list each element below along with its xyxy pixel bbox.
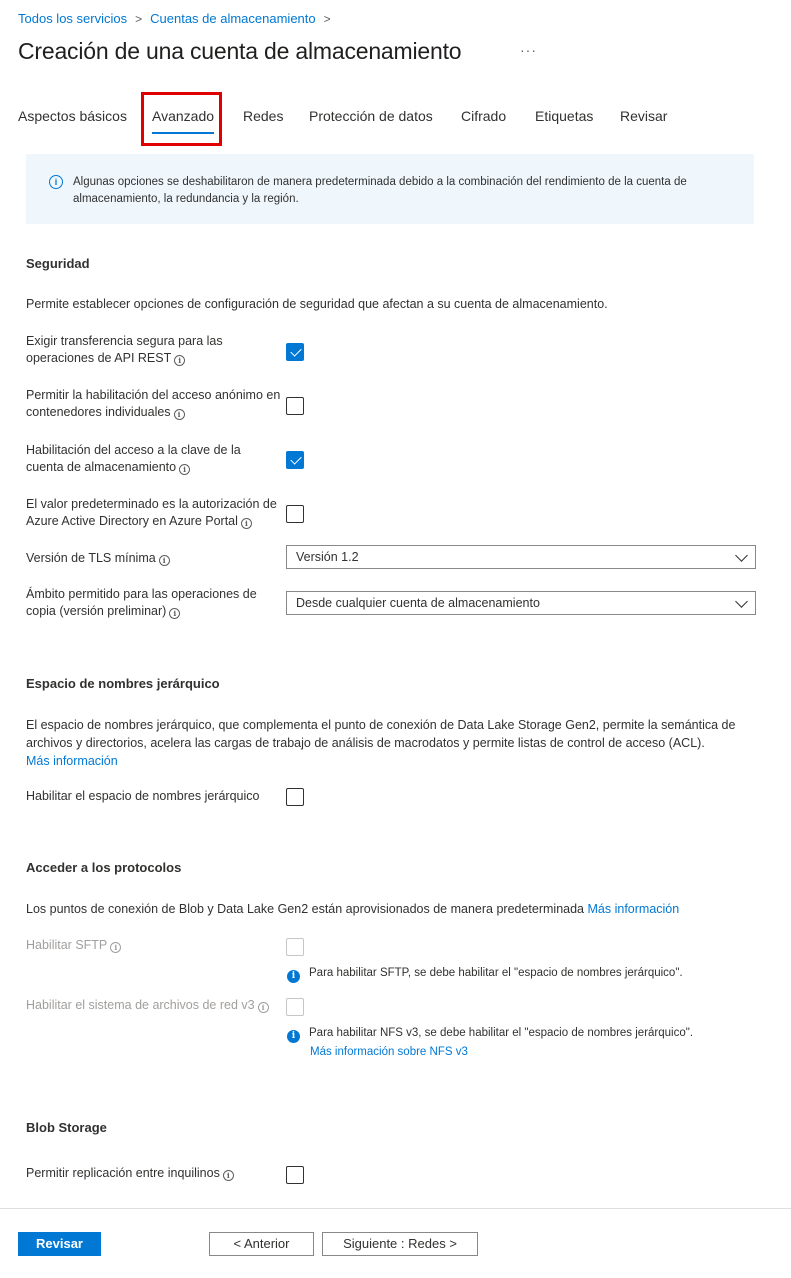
nfs-note: i Para habilitar NFS v3, se debe habilitar el "espacio de nombres jerárquico". Más información sobre NFS v3 xyxy=(287,1024,693,1061)
security-section-title: Seguridad xyxy=(26,256,90,271)
hns-description: El espacio de nombres jerárquico, que complementa el punto de conexión de Data Lake Storage Gen2, permite la semántica de archivos y directorios, acelera las cargas de trabajo de análisis de macrodatos y permite listas de control de acceso (ACL). Más información xyxy=(26,718,736,768)
secure-transfer-checkbox[interactable] xyxy=(286,343,304,361)
tab-networking[interactable]: Redes xyxy=(243,108,284,124)
info-banner-text: Algunas opciones se deshabilitaron de manera predeterminada debido a la combinación del rendimiento de la cuenta de almacenamiento, la redundancia y la región. xyxy=(73,176,687,205)
chevron-down-icon xyxy=(735,595,748,608)
tab-advanced[interactable]: Avanzado xyxy=(152,108,215,124)
next-button[interactable]: Siguiente : Redes > xyxy=(322,1232,478,1256)
previous-button[interactable]: < Anterior xyxy=(209,1232,314,1256)
info-icon[interactable]: i xyxy=(174,409,185,420)
review-button[interactable]: Revisar xyxy=(18,1232,101,1256)
copy-scope-label: Ámbito permitido para las operaciones de copia (versión preliminar) i xyxy=(26,587,257,618)
info-icon[interactable]: i xyxy=(179,464,190,475)
breadcrumb xyxy=(18,11,339,26)
tab-tags[interactable]: Etiquetas xyxy=(535,108,594,124)
tab-data-protection[interactable]: Protección de datos xyxy=(309,108,433,124)
tls-version-value: Versión 1.2 xyxy=(296,550,359,564)
chevron-down-icon xyxy=(735,549,748,562)
footer-divider xyxy=(0,1208,791,1209)
aad-default-checkbox[interactable] xyxy=(286,505,304,523)
sftp-label: Habilitar SFTP i xyxy=(26,937,281,954)
hns-more-info-link[interactable]: Más información xyxy=(26,754,118,768)
tab-review[interactable]: Revisar xyxy=(620,108,668,124)
info-icon[interactable]: i xyxy=(159,555,170,566)
sftp-checkbox[interactable] xyxy=(286,938,304,956)
copy-scope-dropdown[interactable] xyxy=(286,591,756,615)
protocols-description: Los puntos de conexión de Blob y Data Lake Gen2 están aprovisionados de manera predeterminada Más información xyxy=(26,902,680,916)
security-description: Permite establecer opciones de configuración de seguridad que afectan a su cuenta de almacenamiento. xyxy=(26,297,608,311)
protocols-more-info-link[interactable]: Más información xyxy=(587,902,680,916)
key-access-label: Habilitación del acceso a la clave de la cuenta de almacenamiento i xyxy=(26,443,241,474)
cross-tenant-checkbox[interactable] xyxy=(286,1166,304,1184)
info-icon[interactable]: i xyxy=(258,1002,269,1013)
protocols-section-title: Acceder a los protocolos xyxy=(26,860,182,875)
info-icon[interactable]: i xyxy=(169,608,180,619)
chevron-right-icon: > xyxy=(135,11,143,26)
info-icon[interactable]: i xyxy=(174,355,185,366)
chevron-right-icon: > xyxy=(323,11,331,26)
aad-default-label: El valor predeterminado es la autorización de Azure Active Directory en Azure Portal i xyxy=(26,497,277,528)
info-icon[interactable]: i xyxy=(110,942,121,953)
more-options-button[interactable]: ··· xyxy=(520,42,537,58)
nfs-label: Habilitar el sistema de archivos de red v3 i xyxy=(26,997,281,1014)
hns-enable-label: Habilitar el espacio de nombres jerárquico xyxy=(26,789,260,803)
hns-section-title: Espacio de nombres jerárquico xyxy=(26,676,220,691)
hns-enable-checkbox[interactable] xyxy=(286,788,304,806)
sftp-note: i Para habilitar SFTP, se debe habilitar el "espacio de nombres jerárquico". xyxy=(287,964,683,983)
key-access-checkbox[interactable] xyxy=(286,451,304,469)
info-icon[interactable]: i xyxy=(223,1170,234,1181)
highlight-box xyxy=(141,92,222,146)
anonymous-access-checkbox[interactable] xyxy=(286,397,304,415)
blob-section-title: Blob Storage xyxy=(26,1120,107,1135)
tls-label: Versión de TLS mínima i xyxy=(26,550,281,567)
anonymous-access-label: Permitir la habilitación del acceso anónimo en contenedores individuales i xyxy=(26,388,281,419)
info-filled-icon: i xyxy=(287,1030,300,1043)
info-icon: i xyxy=(49,175,63,189)
info-filled-icon: i xyxy=(287,970,300,983)
page-title: Creación de una cuenta de almacenamiento xyxy=(18,38,462,64)
secure-transfer-label: Exigir transferencia segura para las operaciones de API REST i xyxy=(26,334,223,365)
copy-scope-value: Desde cualquier cuenta de almacenamiento xyxy=(296,596,540,610)
nfs-more-info-link[interactable]: Más información sobre NFS v3 xyxy=(310,1046,468,1058)
tls-version-dropdown[interactable] xyxy=(286,545,756,569)
tab-encryption[interactable]: Cifrado xyxy=(461,108,507,124)
info-icon[interactable]: i xyxy=(241,518,252,529)
tab-basics[interactable]: Aspectos básicos xyxy=(18,108,127,124)
breadcrumb-storage-accounts[interactable]: Cuentas de almacenamiento xyxy=(150,11,316,26)
cross-tenant-label: Permitir replicación entre inquilinos i xyxy=(26,1165,281,1182)
info-banner xyxy=(26,154,754,224)
nfs-checkbox[interactable] xyxy=(286,998,304,1016)
breadcrumb-all-services[interactable]: Todos los servicios xyxy=(18,11,128,26)
